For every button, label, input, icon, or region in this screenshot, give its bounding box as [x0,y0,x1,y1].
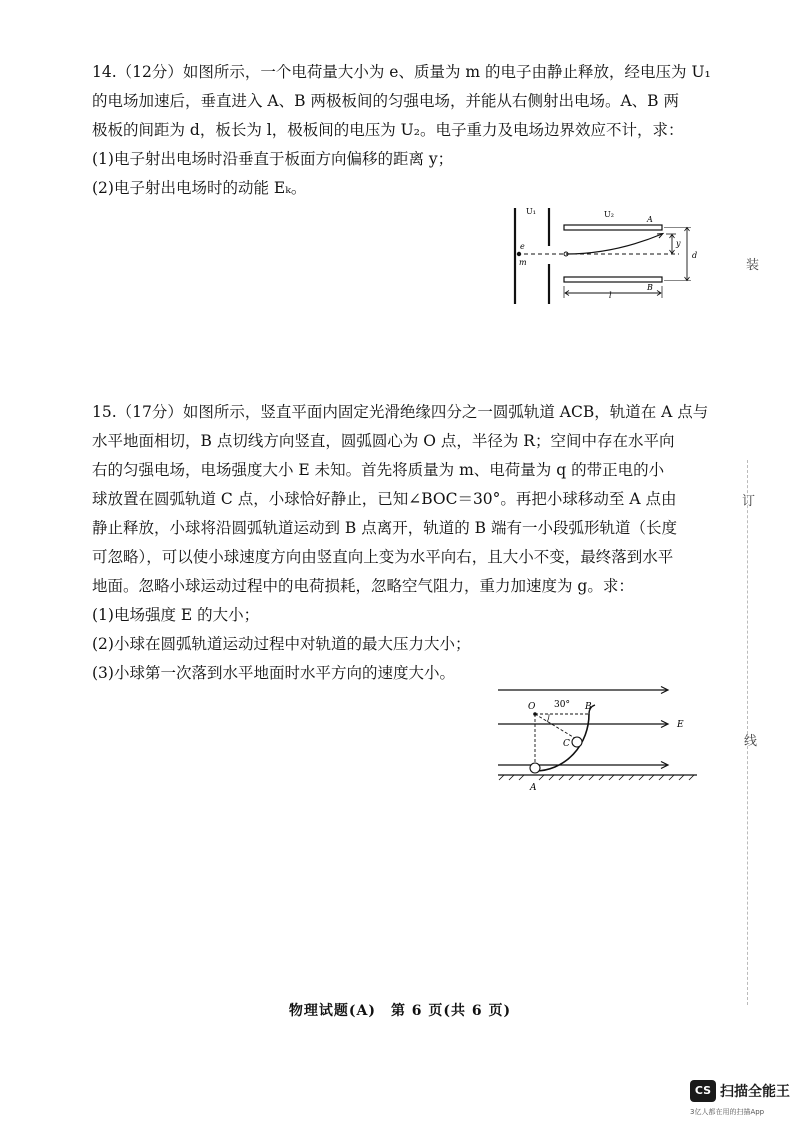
trajectory [566,234,662,254]
q15-line-4: 球放置在圆弧轨道 C 点，小球恰好静止，已知∠BOC＝30°。再把小球移动至 A 点由 [92,490,677,508]
plate-a [564,225,662,230]
label-c: C [563,739,570,749]
q15-part-1: (1)电场强度 E 的大小； [92,606,260,624]
label-u2: U₂ [604,210,614,219]
ball-c [572,737,582,747]
q15-line-3: 右的匀强电场，电场强度大小 E 未知。首先将质量为 m、电荷量为 q 的带正电的小 [92,461,665,479]
question-15 [92,398,712,688]
q14-figure [504,200,704,312]
plate-b [564,277,662,282]
margin-mark-1: 装 [746,258,760,273]
q14-line-2: 的电场加速后，垂直进入 A、B 两极板间的匀强电场，并能从右侧射出电场。A、B 两 [92,92,679,110]
ball-a [530,763,540,773]
label-b: B [647,283,653,292]
q14-line-3: 极板的间距为 d，板长为 l，极板间的电压为 U₂。电子重力及电场边界效应不计，求： [92,121,684,139]
q14-line-1: 14.（12分）如图所示，一个电荷量大小为 e、质量为 m 的电子由静止释放，经电压为 U₁ [92,63,711,81]
q14-part-1: (1)电子射出电场时沿垂直于板面方向偏移的距离 y； [92,150,454,168]
label-angle: 30° [554,700,570,710]
scanner-watermark [690,1080,800,1130]
question-14 [92,58,712,203]
angle-arc [547,714,549,722]
q15-part-2: (2)小球在圆弧轨道运动过程中对轨道的最大压力大小； [92,635,471,653]
label-a: A [647,215,653,224]
q15-line-5: 静止释放，小球将沿圆弧轨道运动到 B 点离开，轨道的 B 端有一小段弧形轨道（长度 [92,519,677,537]
watermark-tagline: 3亿人都在用的扫描App [690,1108,765,1116]
label-e: E [677,720,684,730]
label-d: d [692,251,698,260]
label-l: l [609,291,612,300]
q15-part-3: (3)小球第一次落到水平地面时水平方向的速度大小。 [92,664,455,682]
q14-part-2: (2)电子射出电场时的动能 Eₖ。 [92,179,307,197]
ground-hatch [499,775,694,780]
margin-mark-3: 线 [744,734,758,749]
label-m: m [519,258,527,267]
label-b: B [585,702,592,712]
watermark-logo: CS [690,1080,716,1102]
page-footer: 物理试题(A) 第 6 页(共 6 页) [288,1003,512,1019]
electron-start [517,252,521,256]
q15-figure [492,680,702,795]
q15-line-7: 地面。忽略小球运动过程中的电荷损耗，忽略空气阻力，重力加速度为 g。求： [92,577,634,595]
label-o: O [528,702,536,712]
watermark-name: 扫描全能王 [720,1084,790,1100]
q15-line-6: 可忽略），可以使小球速度方向由竖直向上变为水平向右，且大小不变，最终落到水平 [92,548,674,566]
label-e: e [520,242,525,251]
label-u1: U₁ [526,207,536,216]
margin-mark-2: 订 [742,494,756,509]
q15-line-1: 15.（17分）如图所示，竖直平面内固定光滑绝缘四分之一圆弧轨道 ACB，轨道在 A 点与 [92,403,709,421]
label-y: y [676,239,681,248]
radius-oc [535,714,578,740]
label-a: A [530,783,537,793]
q15-line-2: 水平地面相切，B 点切线方向竖直，圆弧圆心为 O 点，半径为 R；空间中存在水平向 [92,432,675,450]
